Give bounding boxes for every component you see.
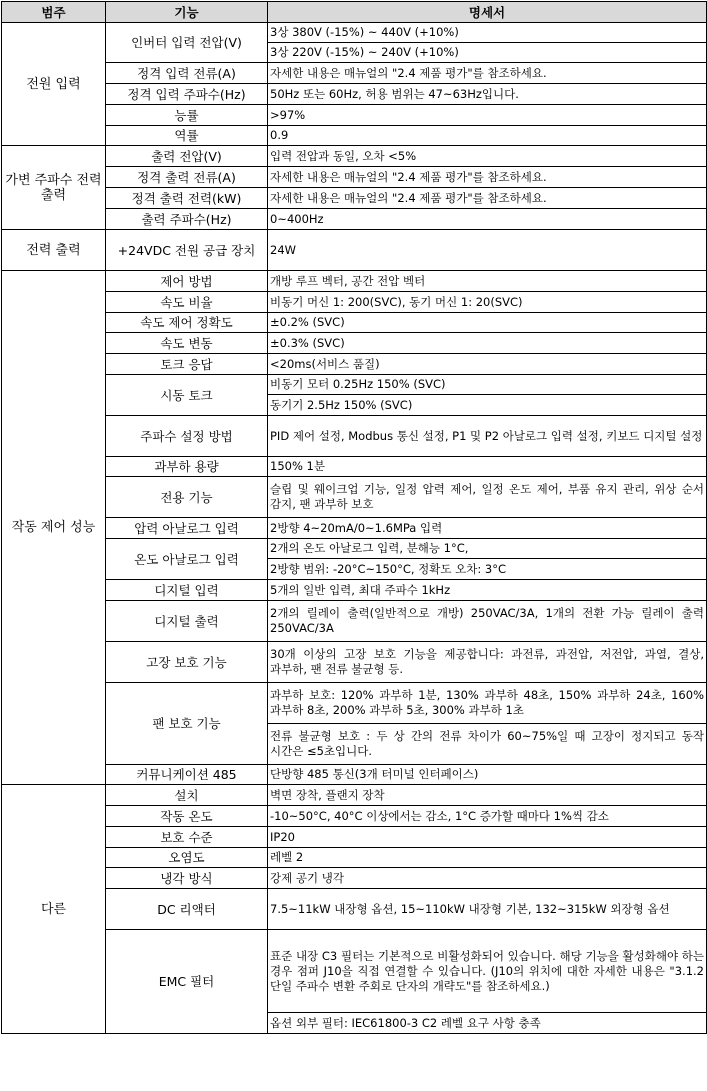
table-row	[2, 126, 707, 146]
spec-cell: >97%	[268, 105, 707, 126]
spec-cell: 30개 이상의 고장 보호 기능을 제공합니다: 과전류, 과전압, 저전압, 과열, 결상, 과부하, 팬 전류 불균형 등.	[268, 642, 707, 683]
table-row	[2, 188, 707, 209]
table-row	[2, 806, 707, 827]
spec-cell: 개방 루프 벡터, 공간 전압 벡터	[268, 271, 707, 292]
spec-cell: 3상 380V (-15%) ~ 440V (+10%)	[268, 23, 707, 43]
category-power-input: 전원 입력	[2, 23, 106, 146]
table-row	[2, 601, 707, 642]
feature-cell: 토크 응답	[106, 354, 268, 375]
table-row	[2, 271, 707, 292]
table-row	[2, 765, 707, 785]
spec-cell: 비동기 모터 0.25Hz 150% (SVC)	[268, 375, 707, 395]
feature-cell: 작동 온도	[106, 806, 268, 827]
feature-cell: 속도 변동	[106, 333, 268, 354]
category-control-performance: 작동 제어 성능	[2, 271, 106, 785]
table-row	[2, 292, 707, 313]
table-row	[2, 84, 707, 105]
spec-cell: 7.5~11kW 내장형 옵션, 15~110kW 내장형 기본, 132~315kW 외장형 옵션	[268, 889, 707, 930]
spec-cell: 옵션 외부 필터: IEC61800-3 C2 레벨 요구 사항 충족	[268, 1013, 707, 1034]
feature-cell: 정격 출력 전력(kW)	[106, 188, 268, 209]
category-vf-power-output: 가변 주파수 전력 출력	[2, 146, 106, 230]
feature-cell: EMC 필터	[106, 930, 268, 1034]
table-row	[2, 105, 707, 126]
feature-cell: 설치	[106, 785, 268, 806]
feature-cell: 과부하 용량	[106, 457, 268, 477]
feature-cell: 주파수 설정 방법	[106, 416, 268, 457]
table-row	[2, 63, 707, 84]
spec-cell: 5개의 일반 입력, 최대 주파수 1kHz	[268, 580, 707, 601]
table-row	[2, 518, 707, 539]
feature-cell: 출력 전압(V)	[106, 146, 268, 167]
spec-cell: 동기기 2.5Hz 150% (SVC)	[268, 395, 707, 416]
feature-cell: 정격 입력 주파수(Hz)	[106, 84, 268, 105]
feature-cell: 인버터 입력 전압(V)	[106, 23, 268, 63]
spec-cell: 0.9	[268, 126, 707, 146]
feature-cell: 정격 입력 전류(A)	[106, 63, 268, 84]
spec-cell: 50Hz 또는 60Hz, 허용 범위는 47~63Hz입니다.	[268, 84, 707, 105]
table-row	[2, 477, 707, 518]
header-row	[2, 2, 707, 23]
feature-cell: 고장 보호 기능	[106, 642, 268, 683]
spec-cell: 24W	[268, 230, 707, 271]
feature-cell: 속도 비율	[106, 292, 268, 313]
table-row	[2, 230, 707, 271]
category-other: 다른	[2, 785, 106, 1034]
table-row	[2, 23, 707, 43]
spec-cell: 150% 1분	[268, 457, 707, 477]
feature-cell: 오염도	[106, 848, 268, 868]
spec-cell: 과부하 보호: 120% 과부하 1분, 130% 과부하 48초, 150% 과부하 24초, 160% 과부하 8초, 200% 과부하 5초, 300% 과부하 1초	[268, 683, 707, 724]
table-row	[2, 354, 707, 375]
spec-cell: 2개의 릴레이 출력(일반적으로 개방) 250VAC/3A, 1개의 전환 가능 릴레이 출력 250VAC/3A	[268, 601, 707, 642]
table-row	[2, 683, 707, 724]
table-row	[2, 827, 707, 848]
spec-cell: PID 제어 설정, Modbus 통신 설정, P1 및 P2 아날로그 입력 설정, 키보드 디지털 설정	[268, 416, 707, 457]
table-row	[2, 146, 707, 167]
table-row	[2, 868, 707, 889]
feature-cell: 디지털 입력	[106, 580, 268, 601]
spec-cell: 전류 불균형 보호 : 두 상 간의 전류 차이가 60~75%일 때 고장이 정지되고 동작 시간은 ≤5초입니다.	[268, 724, 707, 765]
feature-cell: 냉각 방식	[106, 868, 268, 889]
feature-cell: 온도 아날로그 입력	[106, 539, 268, 580]
spec-cell: ±0.2% (SVC)	[268, 313, 707, 333]
table-row	[2, 457, 707, 477]
spec-cell: 자세한 내용은 매뉴얼의 "2.4 제품 평가"를 참조하세요.	[268, 188, 707, 209]
table-row	[2, 539, 707, 559]
table-row	[2, 167, 707, 188]
feature-cell: 전용 기능	[106, 477, 268, 518]
table-row	[2, 580, 707, 601]
table-row	[2, 930, 707, 1013]
table-row	[2, 848, 707, 868]
spec-table	[1, 1, 707, 1034]
table-row	[2, 333, 707, 354]
spec-cell: <20ms(서비스 품질)	[268, 354, 707, 375]
feature-cell: 정격 출력 전류(A)	[106, 167, 268, 188]
spec-cell: -10~50°C, 40°C 이상에서는 감소, 1°C 증가할 때마다 1%씩 감소	[268, 806, 707, 827]
spec-cell: 레벨 2	[268, 848, 707, 868]
feature-cell: 디지털 출력	[106, 601, 268, 642]
spec-cell: 자세한 내용은 매뉴얼의 "2.4 제품 평가"를 참조하세요.	[268, 167, 707, 188]
spec-cell: 표준 내장 C3 필터는 기본적으로 비활성화되어 있습니다. 해당 기능을 활성화해야 하는 경우 점퍼 J10을 직접 연결할 수 있습니다. (J10의 위치에 대한 자세한 내용은 "3.1.2 단일 주파수 변환 주회로 단자의 개략도"를 참조하세요.)	[268, 930, 707, 1013]
feature-cell: +24VDC 전원 공급 장치	[106, 230, 268, 271]
table-row	[2, 889, 707, 930]
feature-cell: 압력 아날로그 입력	[106, 518, 268, 539]
spec-cell: 0~400Hz	[268, 209, 707, 230]
feature-cell: 출력 주파수(Hz)	[106, 209, 268, 230]
spec-cell: IP20	[268, 827, 707, 848]
table-row	[2, 785, 707, 806]
spec-cell: 입력 전압과 동일, 오차 <5%	[268, 146, 707, 167]
spec-cell: ±0.3% (SVC)	[268, 333, 707, 354]
feature-cell: 팬 보호 기능	[106, 683, 268, 765]
feature-cell: 제어 방법	[106, 271, 268, 292]
header-feature: 기능	[106, 2, 268, 23]
category-power-output: 전력 출력	[2, 230, 106, 271]
feature-cell: 속도 제어 정확도	[106, 313, 268, 333]
table-row	[2, 642, 707, 683]
spec-cell: 단방향 485 통신(3개 터미널 인터페이스)	[268, 765, 707, 785]
feature-cell: 보호 수준	[106, 827, 268, 848]
header-spec: 명세서	[268, 2, 707, 23]
table-row	[2, 416, 707, 457]
feature-cell: 커뮤니케이션 485	[106, 765, 268, 785]
spec-cell: 벽면 장착, 플랜지 장착	[268, 785, 707, 806]
spec-cell: 슬립 및 웨이크업 기능, 일정 압력 제어, 일정 온도 제어, 부품 유지 관리, 위상 순서 감지, 팬 과부하 보호	[268, 477, 707, 518]
table-row	[2, 375, 707, 395]
spec-cell: 3상 220V (-15%) ~ 240V (+10%)	[268, 43, 707, 63]
spec-cell: 2방향 4~20mA/0~1.6MPa 입력	[268, 518, 707, 539]
feature-cell: 능률	[106, 105, 268, 126]
table-body	[2, 23, 707, 1034]
spec-cell: 2방향 범위: -20°C~150°C, 정확도 오차: 3°C	[268, 559, 707, 580]
header-category: 범주	[2, 2, 106, 23]
table-row	[2, 209, 707, 230]
spec-cell: 자세한 내용은 매뉴얼의 "2.4 제품 평가"를 참조하세요.	[268, 63, 707, 84]
spec-cell: 2개의 온도 아날로그 입력, 분해능 1°C,	[268, 539, 707, 559]
feature-cell: 역률	[106, 126, 268, 146]
feature-cell: 시동 토크	[106, 375, 268, 416]
spec-cell: 강제 공기 냉각	[268, 868, 707, 889]
table-row	[2, 313, 707, 333]
spec-cell: 비동기 머신 1: 200(SVC), 동기 머신 1: 20(SVC)	[268, 292, 707, 313]
feature-cell: DC 리액터	[106, 889, 268, 930]
